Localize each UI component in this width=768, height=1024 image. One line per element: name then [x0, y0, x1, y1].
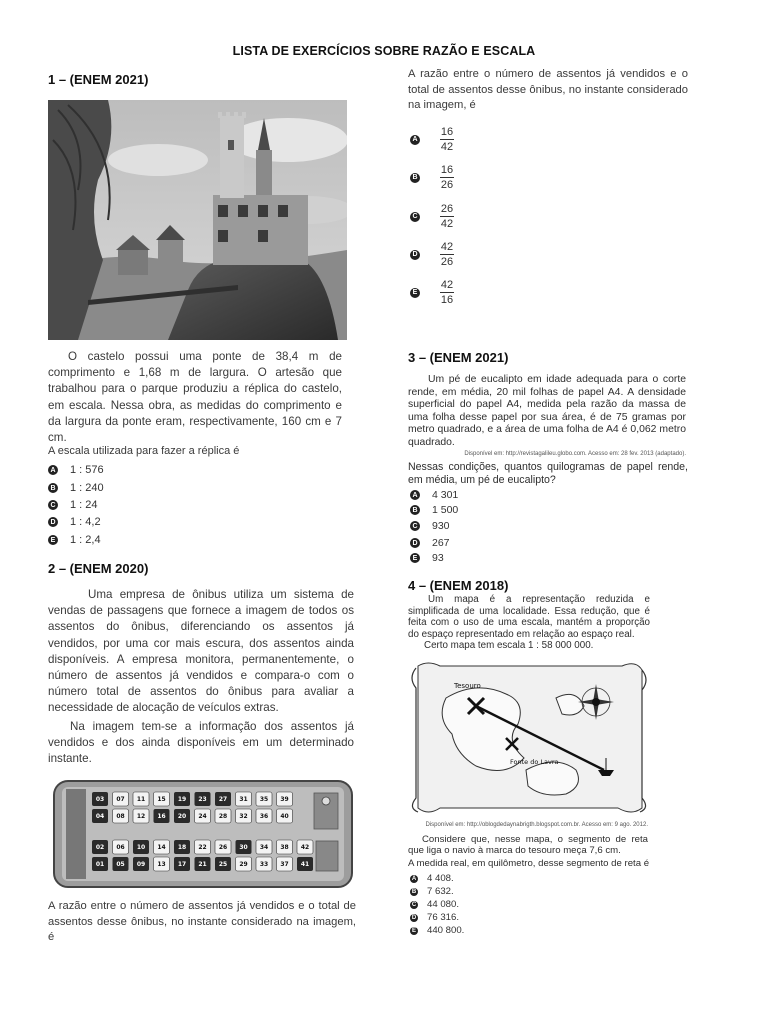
- bus-seat: [256, 792, 272, 806]
- fraction-numerator: 42: [440, 241, 454, 253]
- seat-number: 10: [136, 844, 146, 852]
- seat-number: 32: [239, 813, 248, 821]
- option-badge: D: [48, 517, 58, 527]
- fraction: [440, 279, 454, 306]
- castle-image: [48, 100, 347, 340]
- bus-seat: [133, 792, 149, 806]
- bus-seat: [277, 809, 293, 823]
- q4-source: Disponível em: http://oblogdedaynabrigth.blogspot.com.br. Acesso em: 9 ago. 2012.: [425, 822, 648, 828]
- seat-number: 30: [239, 844, 248, 852]
- fraction: [440, 241, 454, 268]
- bus-seat: [174, 792, 190, 806]
- q3-question: Nessas condições, quantos quilogramas de papel rende, em média, um pé de eucalipto?: [408, 461, 688, 486]
- seat-number: 16: [157, 813, 166, 821]
- seat-number: 19: [177, 796, 187, 804]
- fraction-numerator: 16: [440, 126, 454, 138]
- seat-number: 37: [280, 861, 289, 869]
- option-badge: E: [410, 553, 420, 563]
- page-title: LISTA DE EXERCÍCIOS SOBRE RAZÃO E ESCALA: [232, 44, 536, 58]
- seat-number: 29: [239, 861, 248, 869]
- option-badge: C: [411, 901, 417, 908]
- seat-number: 26: [218, 844, 228, 852]
- bus-seat: [297, 840, 313, 854]
- option-badge: B: [48, 483, 58, 493]
- q1-text-body: O castelo possui uma ponte de 38,4 m de comprimento e 1,68 m de largura. O artesão que trabalhou para o parque produziu a réplica do castelo, em escala. Nessa obra, as medidas do comprimento e da largura da ponte eram, respectivamente, 160 cm e 7 cm.: [48, 350, 342, 445]
- bus-seat: [195, 857, 211, 871]
- bus-seat: [133, 809, 149, 823]
- option-badge: E: [410, 288, 420, 298]
- fraction-denominator: 26: [440, 256, 454, 268]
- q3-option-d[interactable]: [410, 537, 450, 549]
- fraction-denominator: 26: [440, 179, 454, 191]
- seat-number: 40: [280, 813, 289, 821]
- q2-option-b[interactable]: [410, 164, 454, 191]
- bus-seat: [92, 840, 108, 854]
- option-badge: B: [411, 888, 417, 895]
- bus-seat: [154, 809, 170, 823]
- option-badge: E: [411, 927, 416, 934]
- seat-number: 25: [218, 861, 228, 869]
- bus-seat: [154, 857, 170, 871]
- seat-number: 22: [198, 844, 207, 852]
- q2-question-repeat: A razão entre o número de assentos já vendidos e o total de assentos desse ônibus, no instante considerado na imagem, é: [48, 900, 356, 943]
- q4-text1-body: Um mapa é a representação reduzida e simplificada de uma localidade. Essa redução, que é feita com o uso de uma escala, mantém a proporção do espaço representado em relação ao espaço real.: [408, 594, 650, 640]
- q1-option-b[interactable]: [48, 482, 104, 494]
- option-badge: C: [410, 212, 420, 222]
- option-text: 93: [432, 552, 444, 564]
- option-text: 4 301: [432, 489, 459, 501]
- option-badge: A: [48, 465, 58, 475]
- bus-seat: [215, 809, 231, 823]
- option-text: 1 : 4,2: [70, 516, 101, 528]
- bus-seat: [154, 840, 170, 854]
- bus-seat: [297, 857, 313, 871]
- option-badge: D: [410, 250, 420, 260]
- seat-number: 39: [280, 796, 289, 804]
- seat-number: 27: [218, 796, 228, 804]
- seat-number: 18: [177, 844, 187, 852]
- bus-seat: [256, 857, 272, 871]
- option-badge: B: [410, 173, 420, 183]
- option-badge: C: [48, 500, 58, 510]
- seat-number: 21: [198, 861, 207, 869]
- q2-option-c[interactable]: [410, 203, 454, 230]
- q1-question: A escala utilizada para fazer a réplica é: [48, 445, 240, 457]
- option-text: 7 632.: [427, 886, 454, 897]
- seat-number: 09: [136, 861, 146, 869]
- seat-number: 36: [259, 813, 269, 821]
- seat-number: 42: [300, 844, 310, 852]
- option-text: 76 316.: [427, 912, 460, 923]
- q1-option-d[interactable]: [48, 516, 101, 528]
- bus-seat-map: [52, 779, 354, 889]
- seat-number: 13: [157, 861, 166, 869]
- bus-seat: [133, 857, 149, 871]
- bus-seat: [277, 857, 293, 871]
- bus-seat: [174, 857, 190, 871]
- fraction-denominator: 42: [440, 218, 454, 230]
- bus-seat: [256, 840, 272, 854]
- bus-seat: [195, 792, 211, 806]
- fraction-denominator: 16: [440, 294, 454, 306]
- seat-number: 23: [198, 796, 207, 804]
- option-text: 267: [432, 537, 450, 549]
- q3-text-body: Um pé de eucalipto em idade adequada para o corte rende, em média, 20 mil folhas de papel A4. A densidade superficial do papel A4, medida pela razão da massa de uma folha desse papel por sua área, é de 75 gramas por metro quadrado, e a área de uma folha de A4 é 0,062 metro quadrado.: [408, 374, 686, 448]
- option-text: 1 : 2,4: [70, 534, 101, 546]
- seat-number: 41: [300, 861, 310, 869]
- fraction-denominator: 42: [440, 141, 454, 153]
- seat-number: 17: [177, 861, 187, 869]
- bus-seat: [236, 840, 252, 854]
- bus-seat: [92, 857, 108, 871]
- q1-heading: 1 – (ENEM 2021): [48, 72, 149, 87]
- bus-seat: [236, 809, 252, 823]
- seat-number: 05: [116, 861, 125, 869]
- q3-source: Disponível em: http://revistagalileu.globo.com. Acesso em: 28 fev. 2013 (adaptado).: [464, 451, 686, 457]
- option-badge: A: [410, 135, 420, 145]
- bus-seat: [92, 792, 108, 806]
- bus-seat: [236, 792, 252, 806]
- seat-number: 03: [95, 796, 105, 804]
- option-text: 1 : 240: [70, 482, 104, 494]
- seat-number: 14: [157, 844, 166, 852]
- q2-text2-body: Na imagem tem-se a informação dos assentos já vendidos e dos ainda disponíveis em um determinado instante.: [48, 720, 354, 766]
- q4-option-d[interactable]: [410, 912, 459, 923]
- q2-text2: [48, 719, 354, 768]
- seat-number: 24: [198, 813, 207, 821]
- option-badge: B: [410, 505, 420, 515]
- map-label-tesouro: Tesouro: [454, 682, 481, 690]
- option-badge: E: [48, 535, 58, 545]
- fraction: [440, 164, 454, 191]
- bus-seat: [113, 809, 129, 823]
- seat-number: 20: [177, 813, 187, 821]
- option-text: 440 800.: [427, 925, 465, 936]
- option-badge: D: [410, 538, 420, 548]
- q2-option-d[interactable]: [410, 241, 454, 268]
- q4-text3: [408, 834, 648, 856]
- seat-number: 28: [218, 813, 228, 821]
- seat-number: 33: [259, 861, 269, 869]
- q2-text1-body: Uma empresa de ônibus utiliza um sistema de vendas de passagens que fornece a imagem de todos os assentos do ônibus, diferenciando os assentos já vendidos, por uma cor mais escura, dos assentos ainda disponíveis. A empresa monitora, permanentemente, o número de assentos já vendidos e compara-o com o número total de assentos do ônibus para avaliar a necessidade de alocação de veículos extras.: [48, 588, 354, 715]
- q4-option-a[interactable]: [410, 873, 454, 884]
- option-text: 1 500: [432, 504, 459, 516]
- map-label-fonte: Fonte do Lavra: [510, 758, 559, 766]
- fraction-numerator: 16: [440, 164, 454, 176]
- seat-number: 08: [116, 813, 125, 821]
- seat-number: 01: [95, 861, 105, 869]
- option-badge: A: [411, 875, 417, 882]
- bus-seat: [174, 840, 190, 854]
- fraction-numerator: 26: [440, 203, 454, 215]
- bus-seat: [256, 809, 272, 823]
- q4-option-c[interactable]: [410, 899, 459, 910]
- bus-seat: [195, 809, 211, 823]
- seat-number: 02: [95, 844, 105, 852]
- q4-option-b[interactable]: [410, 886, 454, 897]
- option-text: 1 : 24: [70, 499, 98, 511]
- q4-heading: 4 – (ENEM 2018): [408, 578, 509, 593]
- q2-option-e[interactable]: [410, 279, 454, 306]
- bus-seat: [277, 840, 293, 854]
- seat-number: 38: [280, 844, 289, 852]
- bus-seat: [215, 857, 231, 871]
- q3-text: [408, 374, 686, 449]
- fraction: [440, 126, 454, 153]
- option-text: 930: [432, 520, 450, 532]
- seat-number: 04: [95, 813, 105, 821]
- option-text: 44 080.: [427, 899, 460, 910]
- seat-number: 11: [136, 796, 146, 804]
- q4-text2: Certo mapa tem escala 1 : 58 000 000.: [424, 640, 594, 651]
- bus-seat: [174, 809, 190, 823]
- q3-option-a[interactable]: [410, 489, 458, 501]
- q2-text1: [48, 587, 354, 717]
- bus-seat: [215, 840, 231, 854]
- option-badge: D: [411, 914, 417, 921]
- bus-seat: [154, 792, 170, 806]
- seat-number: 15: [157, 796, 166, 804]
- q2-question: A razão entre o número de assentos já vendidos e o total de assentos desse ônibus, no instante considerado na imagem, é: [408, 68, 688, 111]
- bus-seat: [92, 809, 108, 823]
- q1-option-e[interactable]: [48, 534, 101, 546]
- q3-heading: 3 – (ENEM 2021): [408, 350, 509, 365]
- bus-seat: [277, 792, 293, 806]
- q4-text1: [408, 594, 650, 640]
- seat-number: 31: [239, 796, 248, 804]
- treasure-map: [406, 658, 650, 818]
- q4-option-e[interactable]: [410, 925, 464, 936]
- option-text: 1 : 576: [70, 464, 104, 476]
- bus-seat: [133, 840, 149, 854]
- q1-text: [48, 349, 342, 446]
- option-badge: A: [410, 490, 420, 500]
- q1-option-a[interactable]: [48, 464, 104, 476]
- fraction-numerator: 42: [440, 279, 454, 291]
- q2-heading: 2 – (ENEM 2020): [48, 561, 149, 576]
- seat-number: 07: [116, 796, 125, 804]
- seat-number: 35: [259, 796, 269, 804]
- bus-seat: [113, 840, 129, 854]
- bus-seat: [215, 792, 231, 806]
- seat-number: 06: [116, 844, 125, 852]
- bus-seat: [113, 792, 129, 806]
- seat-number: 34: [259, 844, 269, 852]
- q1-option-c[interactable]: [48, 499, 98, 511]
- seat-number: 12: [136, 813, 146, 821]
- option-text: 4 408.: [427, 873, 454, 884]
- bus-seat: [113, 857, 129, 871]
- q3-option-b[interactable]: [410, 504, 458, 516]
- q4-text3-body: Considere que, nesse mapa, o segmento de reta que liga o navio à marca do tesouro meça 7,6 cm.: [408, 834, 648, 856]
- fraction: [440, 203, 454, 230]
- q3-option-c[interactable]: [410, 520, 450, 532]
- bus-seat: [236, 857, 252, 871]
- q2-option-a[interactable]: [410, 126, 454, 153]
- q4-question: A medida real, em quilômetro, desse segmento de reta é: [408, 858, 650, 869]
- bus-seat: [195, 840, 211, 854]
- q3-option-e[interactable]: [410, 552, 444, 564]
- option-badge: C: [410, 521, 420, 531]
